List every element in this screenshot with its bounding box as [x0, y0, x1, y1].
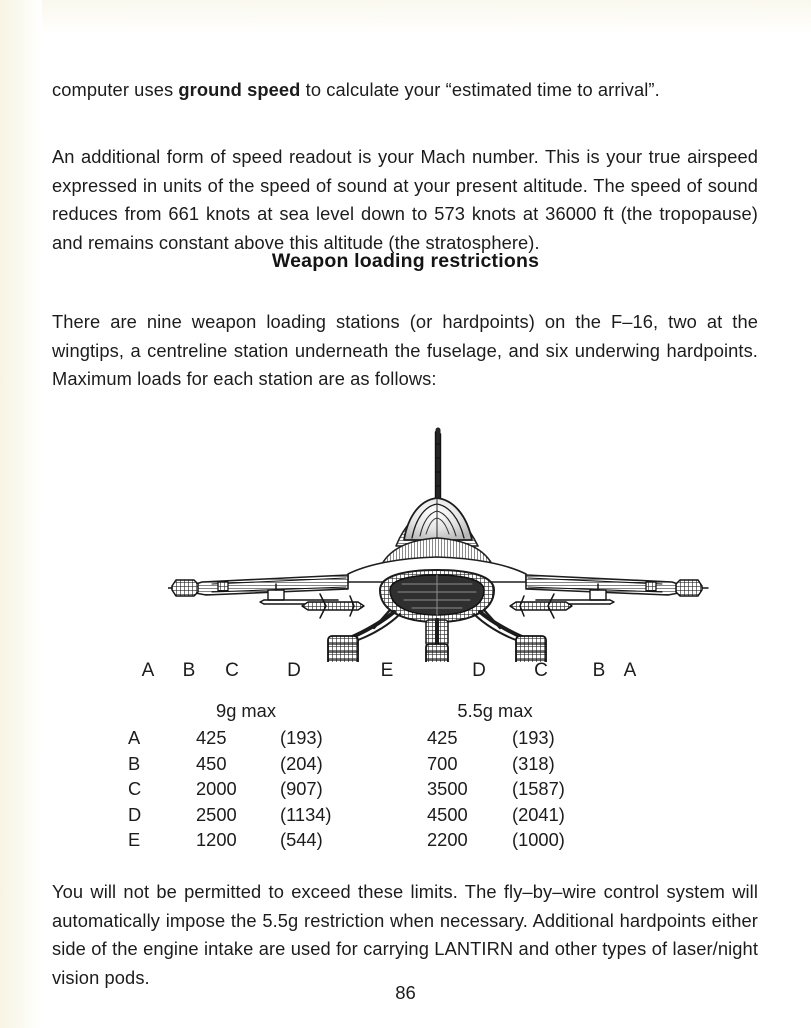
wingtip-station-a-right	[676, 580, 708, 596]
para1-text-before-bold: computer uses	[52, 79, 179, 101]
cell-9g-pounds: 425	[196, 727, 227, 748]
load-table-header-1: 5.5g max	[457, 700, 533, 721]
cell-9g-kilograms: (204)	[280, 752, 323, 774]
cell-9g-kilograms: (1134)	[280, 803, 332, 825]
station-letter-8: A	[623, 660, 637, 681]
station-b-right-pylon	[646, 582, 656, 591]
cell-9g-pounds: 2000	[196, 778, 237, 800]
paragraph-limits-note: You will not be permitted to exceed these limits. The fly–by–wire control system will automatically impose the 5.5g restriction when necessary. Additional hardpoints either side of the engine intake are used for carrying LANTIRN and other types of laser/night vision pods.	[52, 881, 758, 988]
cell-station-label: B	[128, 752, 141, 774]
station-d-right-missile	[510, 594, 572, 618]
station-b-left-pylon	[218, 582, 228, 591]
cell-55g-kilograms: (1587)	[512, 778, 565, 800]
cell-55g-pounds: 2200	[427, 829, 468, 851]
scan-tint-top	[0, 0, 811, 34]
bold-term-ground-speed: ground speed	[178, 79, 301, 101]
table-row	[0, 804, 811, 830]
station-letter-0: A	[141, 660, 155, 681]
cell-station-label: D	[128, 803, 142, 825]
table-row	[0, 778, 811, 804]
cell-55g-pounds: 4500	[427, 803, 468, 825]
cell-station-label: C	[128, 778, 142, 800]
station-letter-2: C	[225, 660, 239, 681]
cell-9g-pounds: 2500	[196, 803, 237, 825]
table-row	[0, 727, 811, 753]
main-landing-gear-right	[474, 612, 546, 662]
cockpit-canopy	[404, 498, 472, 540]
cell-55g-kilograms: (193)	[512, 727, 555, 748]
cell-9g-pounds: 1200	[196, 829, 237, 851]
page-number: 86	[395, 982, 416, 1003]
wingtip-station-a-left	[168, 580, 198, 596]
load-table-body	[0, 727, 811, 855]
table-row	[0, 753, 811, 779]
cell-55g-pounds: 3500	[427, 778, 468, 800]
weapon-load-table	[0, 700, 811, 855]
station-letter-6: C	[534, 660, 548, 681]
station-letter-3: D	[287, 660, 301, 681]
cell-station-label: E	[128, 829, 141, 851]
cell-55g-pounds: 700	[427, 752, 458, 774]
cell-55g-kilograms: (2041)	[512, 803, 565, 825]
main-landing-gear-left	[328, 612, 400, 662]
cell-9g-kilograms: (907)	[280, 778, 323, 800]
cell-55g-pounds: 425	[427, 727, 458, 748]
paragraph-ground-speed	[52, 76, 758, 105]
scan-tint-left	[0, 0, 42, 1028]
para1-text-after-bold: to calculate your “estimated time to arrival”.	[300, 79, 660, 101]
cell-9g-kilograms: (544)	[280, 829, 323, 851]
table-row	[0, 829, 811, 855]
station-letter-5: D	[472, 660, 486, 681]
cell-55g-kilograms: (318)	[512, 752, 555, 774]
load-table-header-row	[0, 700, 811, 727]
cell-9g-pounds: 450	[196, 752, 227, 774]
station-letter-7: B	[592, 660, 606, 681]
page-section-heading: Weapon loading restrictions	[271, 250, 540, 272]
station-d-left-missile	[302, 594, 364, 618]
cell-9g-kilograms: (193)	[280, 727, 323, 748]
engine-intake	[380, 570, 494, 622]
station-letter-row	[0, 660, 811, 686]
paragraph-hardpoints-intro: There are nine weapon loading stations (or hardpoints) on the F–16, two at the wingtips, a centreline station underneath the fuselage, and six underwing hardpoints. Maximum loads for each station are as follows:	[52, 311, 758, 390]
load-table-header-0: 9g max	[216, 700, 276, 721]
station-letter-4: E	[380, 660, 394, 681]
cell-station-label: A	[128, 727, 141, 748]
cell-55g-kilograms: (1000)	[512, 829, 565, 851]
station-letter-1: B	[182, 660, 196, 681]
f16-front-view-diagram	[168, 414, 713, 662]
paragraph-mach-number: An additional form of speed readout is your Mach number. This is your true airspeed expressed in units of the speed of sound at your present altitude. The speed of sound reduces from 661 knots at sea level down to 573 knots at 36000 ft (the tropopause) and remains constant above this altitude (the stratosphere).	[52, 146, 758, 253]
